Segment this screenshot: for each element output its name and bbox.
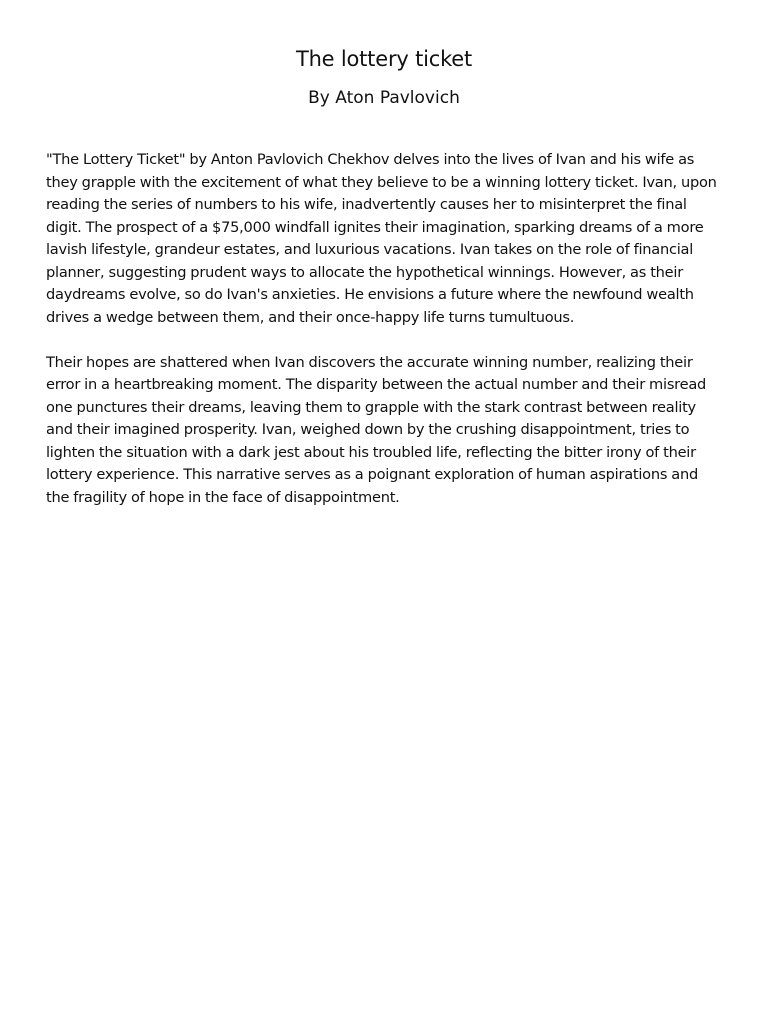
author-byline: By Aton Pavlovich (308, 88, 460, 108)
document-title: The lottery ticket (295, 47, 473, 71)
paragraph: Their hopes are shattered when Ivan discovers the accurate winning number, realizing their error in a heartbreaking moment. The disparity between the actual number and their misread one punctures their dreams, leaving them to grapple with the stark contrast between reality and their imagined prosperity. Ivan, weighed down by the crushing disappointment, tries to lighten the situation with a dark jest about his troubled life, reflecting the bitter irony of their lottery experience. This narrative serves as a poignant exploration of human aspirations and the fragility of hope in the face of disappointment. (46, 353, 707, 506)
paragraph: "The Lottery Ticket" by Anton Pavlovich Chekhov delves into the lives of Ivan and his wife as they grapple with the excitement of what they believe to be a winning lottery ticket. Ivan, upon reading the series of numbers to his wife, inadvertently causes her to misinterpret the final digit. The prospect of a $75,000 windfall ignites their imagination, sparking dreams of a more lavish lifestyle, grandeur estates, and luxurious vacations. Ivan takes on the role of financial planner, suggesting prudent ways to allocate the hypothetical winnings. However, as their daydreams evolve, so do Ivan's anxieties. He envisions a future where the newfound wealth drives a wedge between them, and their once-happy life turns tumultuous. (46, 151, 717, 326)
document-body (46, 149, 724, 532)
